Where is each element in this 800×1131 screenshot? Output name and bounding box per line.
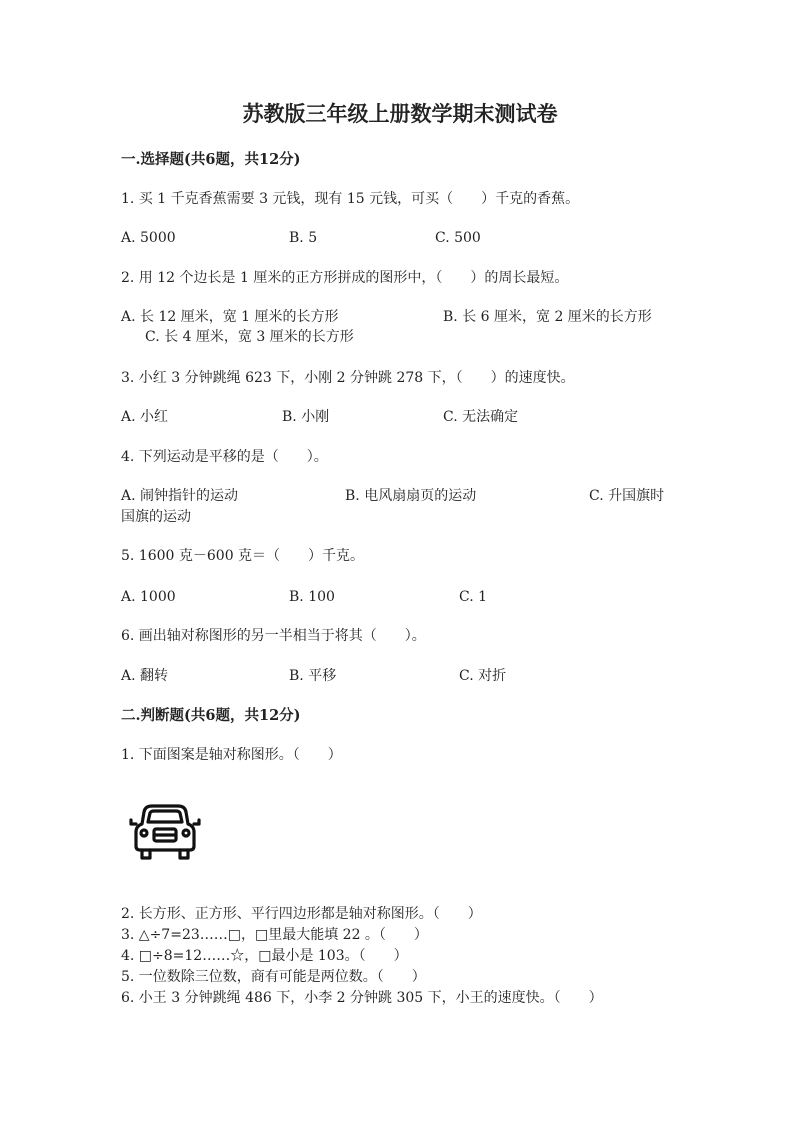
choice-1-option-a: A. 5000 [121,230,176,246]
choice-4-option-b: B. 电风扇扇页的运动 [345,488,477,504]
choice-5-option-a: A. 1000 [121,589,176,605]
page-title: 苏教版三年级上册数学期末测试卷 [242,101,558,126]
choice-6-option-c: C. 对折 [459,668,507,684]
judge-question-2: 2. 长方形、正方形、平行四边形都是轴对称图形。（ ） [121,906,482,922]
choice-3-option-a: A. 小红 [121,409,169,425]
choice-5-option-b: B. 100 [289,589,335,605]
choice-2-option-c: C. 长 4 厘米，宽 3 厘米的长方形 [145,329,354,345]
choice-4-option-c-continued: 国旗的运动 [121,509,191,525]
choice-question-6: 6. 画出轴对称图形的另一半相当于将其（ ）。 [121,628,426,644]
choice-question-1: 1. 买 1 千克香蕉需要 3 元钱，现有 15 元钱，可买（ ）千克的香蕉。 [121,191,580,207]
section-choice-title: 一.选择题(共6题，共12分) [121,151,301,168]
choice-1-option-b: B. 5 [289,230,318,246]
section-judge-title: 二.判断题(共6题，共12分) [121,707,301,724]
choice-3-option-c: C. 无法确定 [443,409,519,425]
choice-2-option-a: A. 长 12 厘米，宽 1 厘米的长方形 [121,309,339,325]
judge-question-6: 6. 小王 3 分钟跳绳 486 下，小李 2 分钟跳 305 下，小王的速度快。（ ） [121,990,603,1006]
choice-question-5: 5. 1600 克－600 克＝（ ）千克。 [121,548,365,564]
choice-question-2: 2. 用 12 个边长是 1 厘米的正方形拼成的图形中，（ ）的周长最短。 [121,270,569,286]
choice-5-option-c: C. 1 [459,589,488,605]
choice-question-4: 4. 下列运动是平移的是（ ）。 [121,449,328,465]
judge-question-3: 3. △÷7=23……□，□里最大能填 22 。（ ） [121,927,428,943]
judge-question-1: 1. 下面图案是轴对称图形。（ ） [121,747,342,763]
car-outline-icon [128,802,202,862]
choice-question-3: 3. 小红 3 分钟跳绳 623 下，小刚 2 分钟跳 278 下，（ ）的速度快。 [121,370,575,386]
judge-question-4: 4. □÷8=12……☆，□最小是 103。（ ） [121,948,408,964]
judge-question-5: 5. 一位数除三位数，商有可能是两位数。（ ） [121,969,426,985]
choice-6-option-a: A. 翻转 [121,668,169,684]
choice-2-option-b: B. 长 6 厘米，宽 2 厘米的长方形 [443,309,652,325]
choice-4-option-a: A. 闹钟指针的运动 [121,488,239,504]
choice-4-option-c: C. 升国旗时 [589,488,665,504]
choice-6-option-b: B. 平移 [289,668,337,684]
choice-1-option-c: C. 500 [435,230,481,246]
choice-3-option-b: B. 小刚 [282,409,330,425]
